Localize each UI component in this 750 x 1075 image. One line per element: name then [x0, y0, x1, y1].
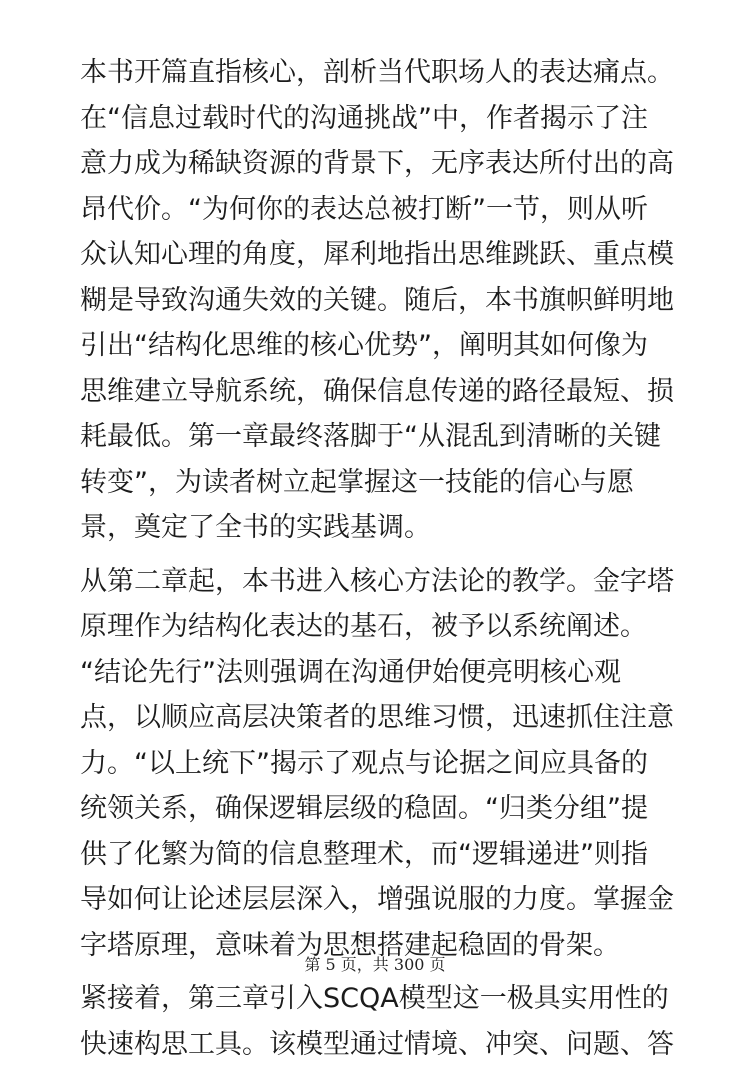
- text-line: 意力成为稀缺资源的背景下，无序表达所付出的高: [80, 148, 674, 179]
- text-line: 点，以顺应高层决策者的思维习惯，迅速抓住注意: [80, 702, 674, 733]
- text-line: 转变”，为读者树立起掌握这一技能的信心与愿: [80, 466, 634, 498]
- text-line: 原理作为结构化表达的基石，被予以系统阐述。: [80, 611, 647, 642]
- text-line: 思维建立导航系统，确保信息传递的路径最短、损: [80, 375, 674, 407]
- text-line: 供了化繁为简的信息整理术，而“逻辑递进”则指: [80, 838, 648, 870]
- text-line: 景，奠定了全书的实践基调。: [80, 512, 431, 543]
- page-number-footer: 第 5 页，共 300 页: [304, 955, 446, 974]
- text-line: 众认知心理的角度，犀利地指出思维跳跃、重点模: [80, 239, 674, 270]
- text-line: 导如何让论述层层深入，增强说服的力度。掌握金: [80, 884, 674, 915]
- text-line: 在“信息过载时代的沟通挑战”中，作者揭示了注: [80, 102, 648, 134]
- text-line: 糊是导致沟通失效的关键。随后，本书旗帜鲜明地: [80, 284, 674, 316]
- text-line: 快速构思工具。该模型通过情境、冲突、问题、答: [80, 1028, 674, 1060]
- text-line: 本书开篇直指核心，剖析当代职场人的表达痛点。: [80, 57, 674, 88]
- paragraph: [80, 559, 680, 969]
- text-line: 字塔原理，意味着为思想搭建起稳固的骨架。: [80, 929, 620, 961]
- text-line: “结论先行”法则强调在沟通伊始便亮明核心观: [80, 656, 621, 688]
- text-line: 引出“结构化思维的核心优势”，阐明其如何像为: [80, 330, 648, 361]
- text-line: 耗最低。第一章最终落脚于“从混乱到清晰的关键: [80, 421, 661, 452]
- text-line: 力。“以上统下”揭示了观点与论据之间应具备的: [80, 747, 648, 779]
- text-line: 昂代价。“为何你的表达总被打断”一节，则从听: [80, 193, 648, 225]
- text-line: 紧接着，第三章引入SCQA模型这一极具实用性的: [80, 983, 669, 1014]
- text-line: 统领关系，确保逻辑层级的稳固。“归类分组”提: [80, 793, 648, 824]
- body-text: [80, 50, 680, 1075]
- paragraph: [80, 50, 680, 551]
- text-line: 从第二章起，本书进入核心方法论的教学。金字塔: [80, 565, 674, 597]
- paragraph: [80, 976, 680, 1067]
